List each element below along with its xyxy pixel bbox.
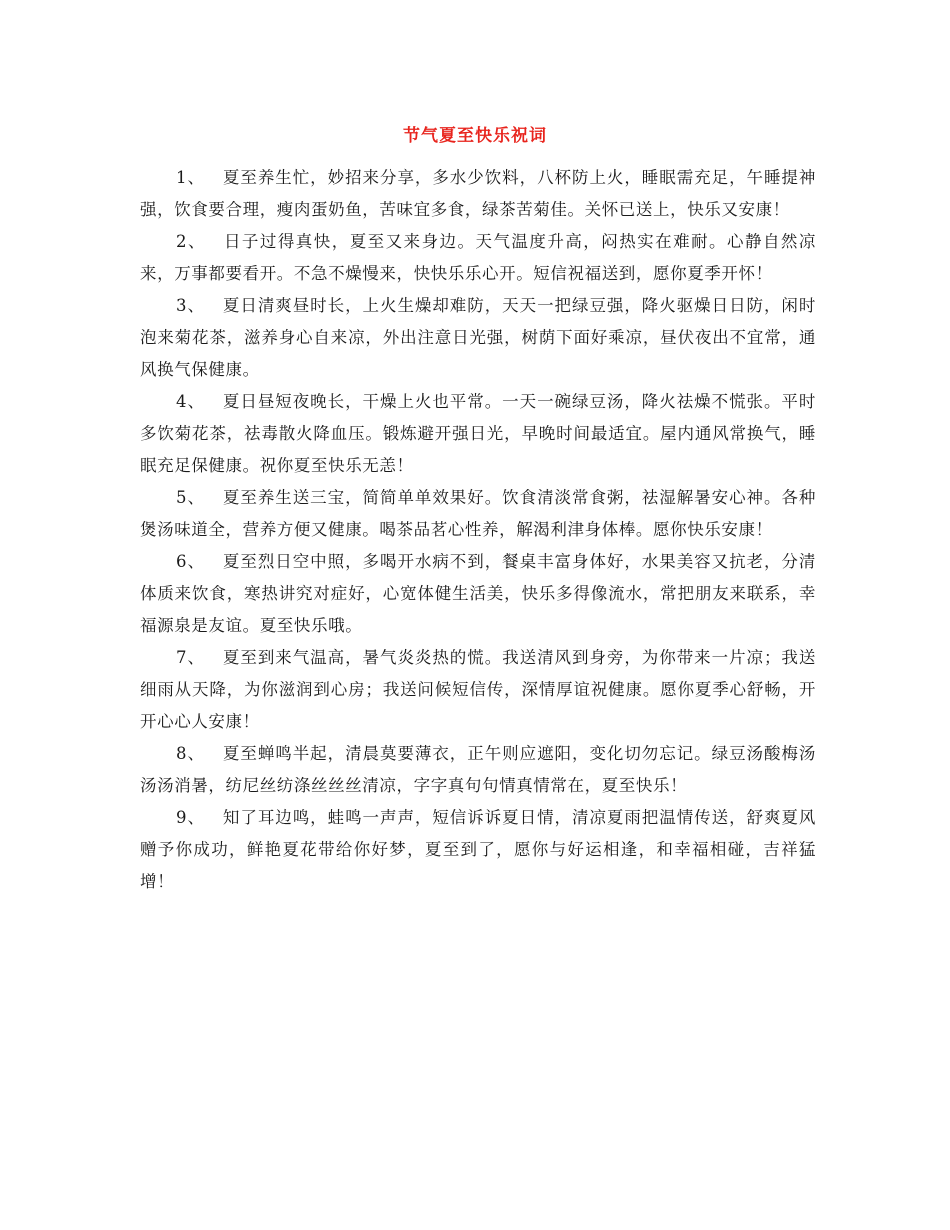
paragraph-6 <box>140 546 816 642</box>
paragraph-7 <box>140 642 816 738</box>
paragraph-text: 夏至蝉鸣半起，清晨莫要薄衣，正午则应遮阳，变化切勿忘记。绿豆汤酸梅汤汤汤消暑，纺尼丝纺涤丝丝丝清凉，字字真句句情真情常在，夏至快乐！ <box>140 744 816 795</box>
paragraph-text: 日子过得真快，夏至又来身边。天气温度升高，闷热实在难耐。心静自然凉来，万事都要看开。不急不燥慢来，快快乐乐心开。短信祝福送到，愿你夏季开怀！ <box>140 232 816 283</box>
paragraph-text: 夏日昼短夜晚长，干燥上火也平常。一天一碗绿豆汤，降火祛燥不慌张。平时多饮菊花茶，祛毒散火降血压。锻炼避开强日光，早晚时间最适宜。屋内通风常换气，睡眠充足保健康。祝你夏至快乐无恙！ <box>140 392 816 475</box>
paragraph-text: 知了耳边鸣，蛙鸣一声声，短信诉诉夏日情，清凉夏雨把温情传送，舒爽夏风赠予你成功，鲜艳夏花带给你好梦，夏至到了，愿你与好运相逢，和幸福相碰，吉祥猛增！ <box>140 808 816 891</box>
paragraph-2 <box>140 226 816 290</box>
paragraph-text: 夏至养生忙，妙招来分享，多水少饮料，八杯防上火，睡眠需充足，午睡提神强，饮食要合理，瘦肉蛋奶鱼，苦味宜多食，绿茶苦菊佳。关怀已送上，快乐又安康！ <box>140 168 816 219</box>
paragraph-number: 5、 <box>176 488 205 507</box>
paragraph-number: 8、 <box>176 744 205 763</box>
paragraph-text: 夏至到来气温高，暑气炎炎热的慌。我送清风到身旁，为你带来一片凉；我送细雨从天降，为你滋润到心房；我送问候短信传，深情厚谊祝健康。愿你夏季心舒畅，开开心心人安康！ <box>140 648 816 731</box>
paragraph-text: 夏至烈日空中照，多喝开水病不到，餐桌丰富身体好，水果美容又抗老，分清体质来饮食，寒热讲究对症好，心宽体健生活美，快乐多得像流水，常把朋友来联系，幸福源泉是友谊。夏至快乐哦。 <box>140 552 816 635</box>
document-body <box>140 162 816 898</box>
paragraph-3 <box>140 290 816 386</box>
paragraph-text: 夏至养生送三宝，简简单单效果好。饮食清淡常食粥，祛湿解暑安心神。各种煲汤味道全，营养方便又健康。喝茶品茗心性养，解渴利津身体棒。愿你快乐安康！ <box>140 488 816 539</box>
paragraph-number: 1、 <box>176 168 205 187</box>
paragraph-number: 4、 <box>176 392 205 411</box>
paragraph-5 <box>140 482 816 546</box>
paragraph-number: 7、 <box>176 648 205 667</box>
paragraph-9 <box>140 802 816 898</box>
paragraph-text: 夏日清爽昼时长，上火生燥却难防，天天一把绿豆强，降火驱燥日日防，闲时泡来菊花茶，滋养身心自来凉，外出注意日光强，树荫下面好乘凉，昼伏夜出不宜常，通风换气保健康。 <box>140 296 816 379</box>
paragraph-4 <box>140 386 816 482</box>
paragraph-number: 6、 <box>176 552 205 571</box>
paragraph-8 <box>140 738 816 802</box>
paragraph-1 <box>140 162 816 226</box>
paragraph-number: 3、 <box>176 296 205 315</box>
document-title: 节气夏至快乐祝词 <box>403 126 547 146</box>
paragraph-number: 9、 <box>176 808 205 827</box>
paragraph-number: 2、 <box>176 232 206 251</box>
